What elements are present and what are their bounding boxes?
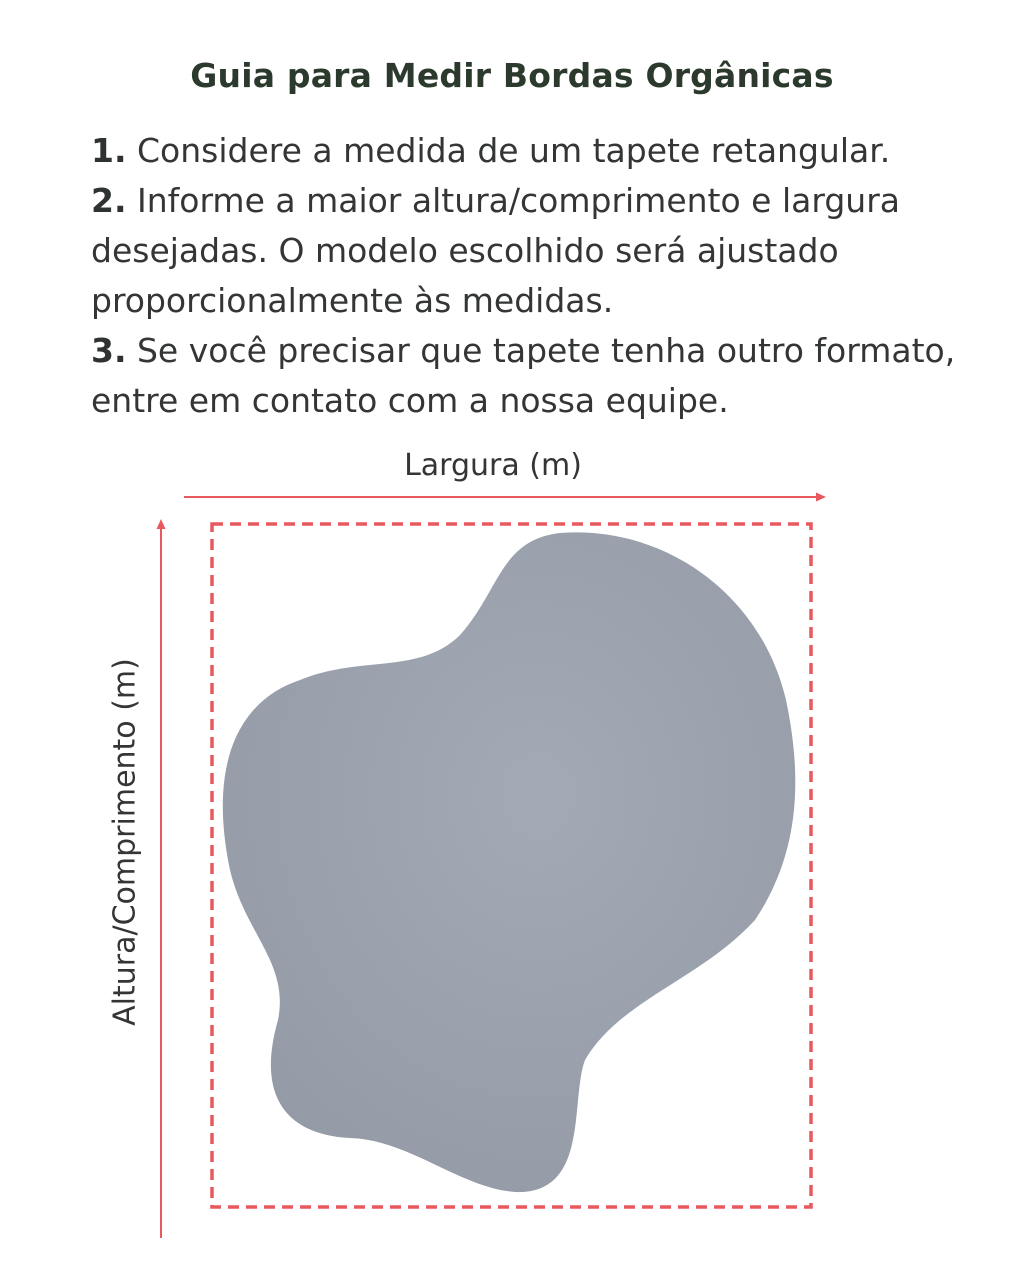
width-arrow [184,493,826,502]
page-title: Guia para Medir Bordas Orgânicas [190,56,834,95]
width-arrow-head [816,493,826,502]
organic-rug-shape [223,532,795,1192]
step-text: Considere a medida de um tapete retangular. [126,131,891,170]
step-number: 1. [91,131,127,170]
height-label: Altura/Comprimento (m) [107,658,143,1026]
width-label: Largura (m) [404,448,582,483]
step-text: Se você precisar que tapete tenha outro formato, entre em contato com a nossa equipe. [91,331,956,420]
step-number: 2. [91,181,127,220]
step-number: 3. [91,331,127,370]
height-arrow [157,519,166,1238]
step-text: Informe a maior altura/comprimento e largura desejadas. O modelo escolhido será ajustado proporcionalmente às medidas. [91,181,900,320]
height-arrow-head [157,519,166,529]
